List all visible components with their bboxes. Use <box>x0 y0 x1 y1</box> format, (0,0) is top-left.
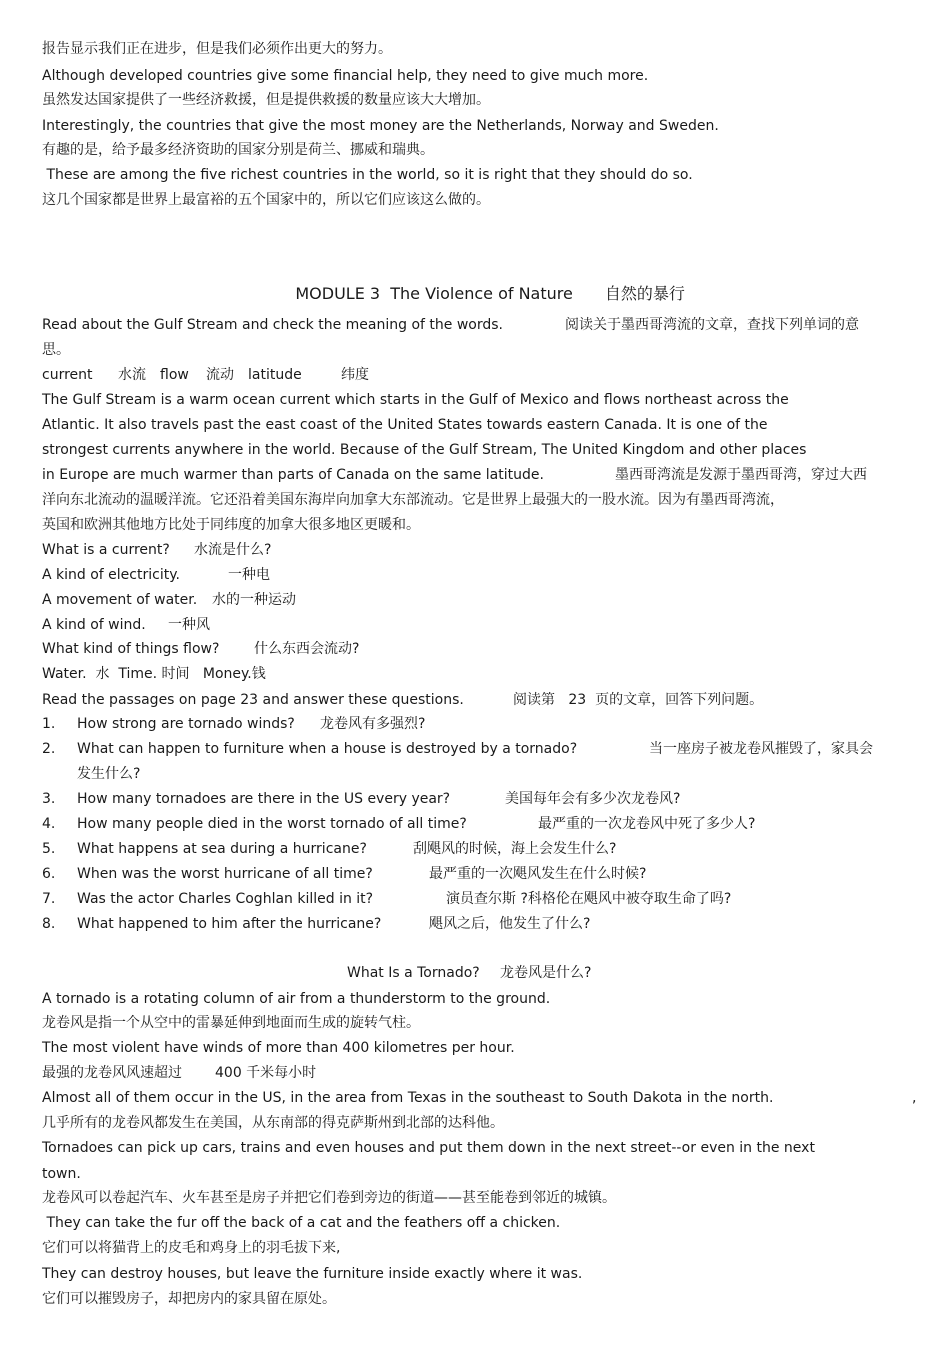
gulf-para-line-2: Atlantic. It also travels past the east coast of the United States towards eastern Canada. It is one of the <box>42 417 768 433</box>
tornado-heading-en: What Is a Tornado? <box>347 965 480 981</box>
question-zh: 美国每年会有多少次龙卷风? <box>505 791 681 807</box>
question-number: 3. <box>42 791 56 807</box>
question-number: 7. <box>42 891 56 907</box>
question-en: How strong are tornado winds? <box>77 716 295 732</box>
question-zh: 飓风之后，他发生了什么? <box>429 916 591 932</box>
question-number: 8. <box>42 916 56 932</box>
word-current: current <box>42 367 93 383</box>
tornado-line-10: They can take the fur off the back of a cat and the feathers off a chicken. <box>42 1215 561 1231</box>
question-zh: 最严重的一次飓风发生在什么时候? <box>429 866 647 882</box>
tornado-line-5: Almost all of them occur in the US, in the area from Texas in the southeast to South Dakota in the north. <box>42 1090 774 1106</box>
tornado-line-1: A tornado is a rotating column of air from a thunderstorm to the ground. <box>42 991 551 1007</box>
question-number: 5. <box>42 841 56 857</box>
question-zh: 龙卷风有多强烈? <box>320 716 426 732</box>
question-en: What happened to him after the hurricane? <box>77 916 382 932</box>
tornado-line-11: 它们可以将猫背上的皮毛和鸡身上的羽毛拔下来, <box>42 1240 341 1256</box>
word-current-zh: 水流 <box>118 367 146 383</box>
question-number: 2. <box>42 741 56 757</box>
gulf-para-line-1: The Gulf Stream is a warm ocean current which starts in the Gulf of Mexico and flows northeast across the <box>42 392 789 408</box>
quiz-option-electricity: A kind of electricity. <box>42 567 180 583</box>
flow-question: What kind of things flow? <box>42 641 220 657</box>
top-line-2: Although developed countries give some financial help, they need to give much more. <box>42 68 649 84</box>
module-title-zh: 自然的暴行 <box>604 284 685 303</box>
question-zh: 演员查尔斯 ?科格伦在飓风中被夺取生命了吗? <box>446 891 732 907</box>
question-zh: 最严重的一次龙卷风中死了多少人? <box>538 816 756 832</box>
question-en: How many people died in the worst tornado of all time? <box>77 816 467 832</box>
quiz-option-wind-zh: 一种风 <box>168 617 210 633</box>
question-zh: 当一座房子被龙卷风摧毁了，家具会 <box>649 741 873 757</box>
quiz-question: What is a current? <box>42 542 170 558</box>
question-en: What can happen to furniture when a house is destroyed by a tornado? <box>77 741 578 757</box>
gulf-instruction-en: Read about the Gulf Stream and check the meaning of the words. <box>42 317 503 333</box>
quiz-option-water: A movement of water. <box>42 592 198 608</box>
quiz-question-zh: 水流是什么? <box>194 542 272 558</box>
question-number: 6. <box>42 866 56 882</box>
module-title <box>275 268 685 319</box>
gulf-para-zh-line-3: 英国和欧洲其他地方比处于同纬度的加拿大很多地区更暖和。 <box>42 517 420 533</box>
question-number: 1. <box>42 716 56 732</box>
quiz-option-water-zh: 水的一种运动 <box>212 592 296 608</box>
gulf-para-zh-start: 墨西哥湾流是发源于墨西哥湾，穿过大西 <box>615 467 867 483</box>
tornado-line-12: They can destroy houses, but leave the furniture inside exactly where it was. <box>42 1266 583 1282</box>
gulf-para-line-4: in Europe are much warmer than parts of Canada on the same latitude. <box>42 467 544 483</box>
question-zh-cont: 发生什么? <box>77 766 141 782</box>
gulf-para-zh-line-2: 洋向东北流动的温暖洋流。它还沿着美国东海岸向加拿大东部流动。它是世界上最强大的一股水流。因为有墨西哥湾流， <box>42 492 784 508</box>
tornado-line-7: Tornadoes can pick up cars, trains and even houses and put them down in the next street--or even in the next <box>42 1140 815 1156</box>
top-line-4: Interestingly, the countries that give the most money are the Netherlands, Norway and Sweden. <box>42 118 719 134</box>
passages-instruction-en: Read the passages on page 23 and answer these questions. <box>42 692 464 708</box>
tornado-line-9: 龙卷风可以卷起汽车、火车甚至是房子并把它们卷到旁边的街道——甚至能卷到邻近的城镇。 <box>42 1190 616 1206</box>
question-en: Was the actor Charles Coghlan killed in it? <box>77 891 374 907</box>
quiz-option-electricity-zh: 一种电 <box>228 567 270 583</box>
tornado-line-5-comma: , <box>912 1090 917 1106</box>
question-en: When was the worst hurricane of all time? <box>77 866 373 882</box>
question-en: What happens at sea during a hurricane? <box>77 841 367 857</box>
tornado-line-2: 龙卷风是指一个从空中的雷暴延伸到地面而生成的旋转气柱。 <box>42 1015 420 1031</box>
word-flow: flow <box>160 367 189 383</box>
question-en: How many tornadoes are there in the US every year? <box>77 791 451 807</box>
tornado-line-4: 最强的龙卷风风速超过 <box>42 1065 182 1081</box>
passages-instruction-zh: 阅读第 23 页的文章，回答下列问题。 <box>513 692 764 708</box>
quiz-option-wind: A kind of wind. <box>42 617 146 633</box>
top-line-6: These are among the five richest countries in the world, so it is right that they should do so. <box>42 167 693 183</box>
top-line-5: 有趣的是，给予最多经济资助的国家分别是荷兰、挪威和瑞典。 <box>42 142 434 158</box>
tornado-line-6: 几乎所有的龙卷风都发生在美国，从东南部的得克萨斯州到北部的达科他。 <box>42 1115 504 1131</box>
word-flow-zh: 流动 <box>206 367 234 383</box>
gulf-para-line-3: strongest currents anywhere in the world. Because of the Gulf Stream, The United Kingdom and other places <box>42 442 807 458</box>
gulf-instruction-zh-cont: 思。 <box>42 342 70 358</box>
top-line-7: 这几个国家都是世界上最富裕的五个国家中的，所以它们应该这么做的。 <box>42 192 490 208</box>
word-latitude: latitude <box>248 367 302 383</box>
tornado-line-3: The most violent have winds of more than 400 kilometres per hour. <box>42 1040 515 1056</box>
flow-answers: Water. 水 Time. 时间 Money.钱 <box>42 666 266 682</box>
tornado-line-4-value: 400 千米每小时 <box>215 1065 317 1081</box>
top-line-1: 报告显示我们正在进步，但是我们必须作出更大的努力。 <box>42 41 392 57</box>
tornado-line-8: town. <box>42 1166 81 1182</box>
tornado-line-13: 它们可以摧毁房子，却把房内的家具留在原处。 <box>42 1291 336 1307</box>
tornado-heading-zh: 龙卷风是什么? <box>500 965 592 981</box>
top-line-3: 虽然发达国家提供了一些经济救援，但是提供救援的数量应该大大增加。 <box>42 92 490 108</box>
module-title-en: MODULE 3 The Violence of Nature <box>295 284 573 303</box>
question-number: 4. <box>42 816 56 832</box>
gulf-instruction-zh: 阅读关于墨西哥湾流的文章，查找下列单词的意 <box>565 317 859 333</box>
flow-question-zh: 什么东西会流动? <box>254 641 360 657</box>
question-zh: 刮飓风的时候，海上会发生什么? <box>413 841 617 857</box>
word-latitude-zh: 纬度 <box>341 367 369 383</box>
